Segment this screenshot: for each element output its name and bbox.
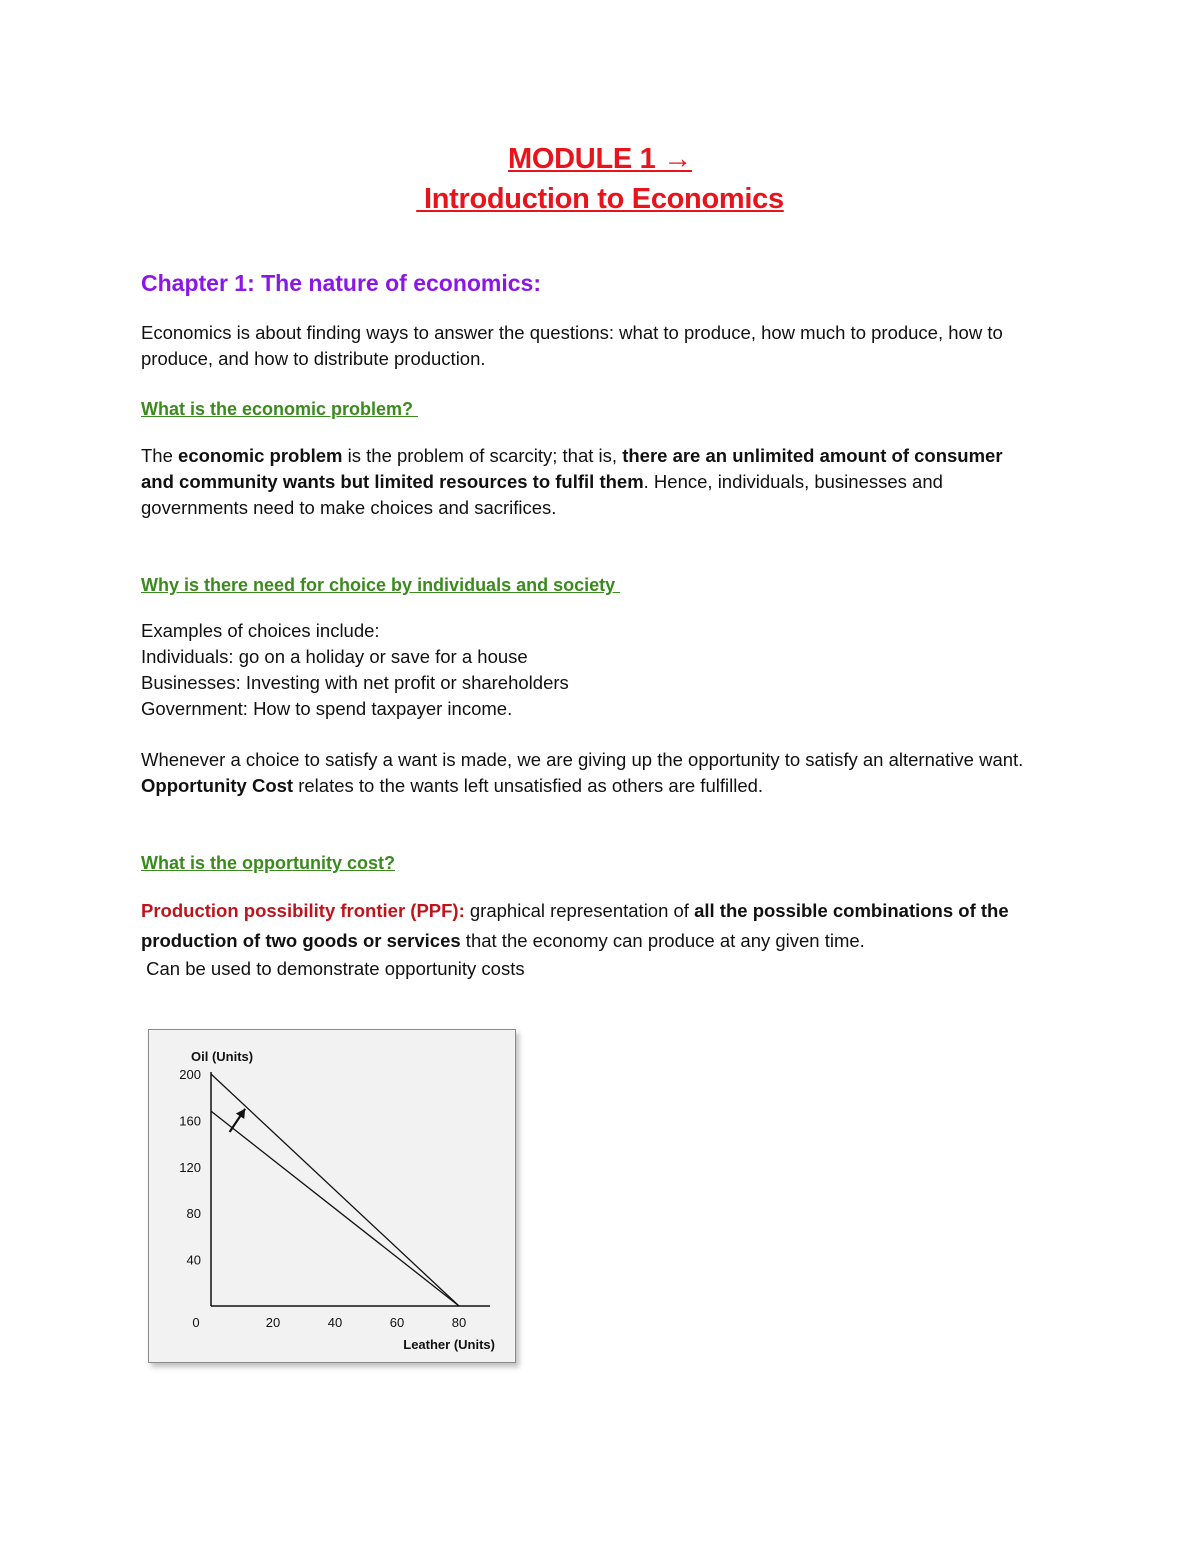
ppf-line-inner [211, 1111, 459, 1306]
module-subtitle: Introduction to Economics [416, 183, 784, 215]
y-tick-label: 200 [179, 1067, 201, 1082]
choice-government: Government: How to spend taxpayer income. [141, 698, 513, 719]
choices-intro: Examples of choices include: [141, 620, 380, 641]
chapter-heading: Chapter 1: The nature of economics: [141, 270, 542, 296]
bold-phrase: there are an unlimited amount of consumer and community wants but limited resources to fulfil them [141, 445, 1003, 492]
question-opportunity-cost: What is the opportunity cost? [141, 853, 395, 873]
intro-paragraph: Economics is about finding ways to answer the questions: what to produce, how much to produce, how to produce, and how to distribute production. [141, 322, 1003, 369]
text-run: is the problem of scarcity; that is, [342, 445, 623, 466]
ppf-line-outer [211, 1074, 459, 1306]
question-need-for-choice: Why is there need for choice by individuals and society [141, 575, 621, 595]
module-title: MODULE 1 → [508, 143, 692, 175]
question-economic-problem: What is the economic problem? [141, 399, 419, 419]
x-axis-label: Leather (Units) [403, 1337, 495, 1352]
y-tick-label: 40 [186, 1252, 201, 1268]
ppf-definition [141, 896, 1071, 956]
choice-businesses: Businesses: Investing with net profit or shareholders [141, 672, 569, 693]
x-tick-label: 60 [389, 1315, 405, 1330]
y-tick-label: 120 [179, 1159, 201, 1175]
y-tick-label: 160 [179, 1113, 201, 1129]
x-tick-label: 0 [192, 1315, 200, 1330]
text-run: graphical representation of [464, 900, 695, 921]
x-tick-label: 80 [451, 1315, 467, 1330]
ppf-chart-svg [149, 1030, 515, 1362]
text-run: Whenever a choice to satisfy a want is made, we are giving up the opportunity to satisfy an alternative want. [141, 749, 1024, 770]
ppf-note: Can be used to demonstrate opportunity costs [141, 958, 525, 979]
opportunity-cost-paragraph [141, 747, 1031, 799]
ppf-chart [148, 1029, 516, 1363]
choice-individuals: Individuals: go on a holiday or save for a house [141, 646, 528, 667]
text-run: . Hence, individuals, businesses and governments need to make choices and sacrifices. [141, 471, 943, 518]
economic-problem-paragraph [141, 443, 1031, 521]
x-tick-label: 40 [327, 1315, 343, 1330]
bold-term: economic problem [178, 445, 343, 466]
y-tick-label: 80 [186, 1206, 201, 1222]
x-tick-label: 20 [265, 1315, 281, 1330]
ppf-term: Production possibility frontier (PPF): [141, 900, 465, 921]
y-axis-label: Oil (Units) [191, 1049, 254, 1064]
bold-term: Opportunity Cost [141, 775, 294, 796]
text-run: The [141, 445, 179, 466]
text-run: that the economy can produce at any given time. [460, 930, 865, 951]
text-run: relates to the wants left unsatisfied as others are fulfilled. [293, 775, 764, 796]
bold-phrase: all the possible combinations of the production of two goods or services [141, 900, 1009, 951]
